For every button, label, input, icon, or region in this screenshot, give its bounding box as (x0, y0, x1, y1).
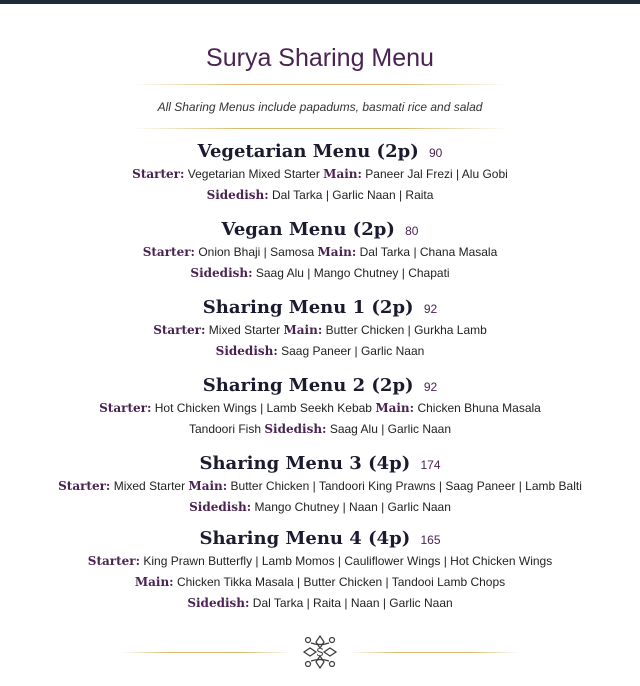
main-label: Main: (375, 401, 415, 415)
sidedish-items: Saag Paneer | Garlic Naan (281, 344, 425, 358)
main-sidedish-line (0, 419, 640, 440)
sidedish-items: Mango Chutney | Naan | Garlic Naan (254, 500, 451, 514)
main-items: Chicken Tikka Masala | Butter Chicken | Tandooi Lamb Chops (176, 575, 506, 589)
sidedish-label: Sidedish: (187, 596, 250, 610)
menu-heading (0, 219, 640, 242)
menu-name: Vegetarian Menu (2p) (197, 141, 419, 162)
sidedish-label: Sidedish: (206, 188, 269, 202)
starter-items: Onion Bhaji | Samosa (198, 245, 315, 259)
starter-items: Mixed Starter (113, 479, 186, 493)
menu-section (0, 528, 640, 614)
menu-heading (0, 453, 640, 476)
starter-main-line (0, 398, 640, 419)
menu-heading (0, 141, 640, 164)
sidedish-label: Sidedish: (189, 500, 252, 514)
footer-divider-left (120, 652, 292, 653)
sidedish-items: Dal Tarka | Raita | Naan | Garlic Naan (252, 596, 453, 610)
starter-label: Starter: (142, 245, 195, 259)
main-items: Chicken Bhuna Masala (417, 401, 541, 415)
menu-section (0, 297, 640, 362)
starter-main-line (0, 476, 640, 497)
starter-items: Hot Chicken Wings | Lamb Seekh Kebab (154, 401, 372, 415)
menu-price: 165 (420, 533, 441, 547)
top-bar (0, 0, 640, 4)
starter-main-line (0, 242, 640, 263)
starter-items: King Prawn Butterfly | Lamb Momos | Cauliflower Wings | Hot Chicken Wings (143, 554, 553, 568)
menu-heading (0, 375, 640, 398)
menu-price: 92 (423, 302, 438, 316)
main-label: Main: (323, 167, 362, 181)
sidedish-items: Dal Tarka | Garlic Naan | Raita (272, 188, 434, 202)
starter-line (0, 551, 640, 572)
sidedish-line (0, 185, 640, 206)
menu-name: Sharing Menu 2 (2p) (202, 375, 414, 396)
sidedish-label: Sidedish: (264, 422, 327, 436)
main-label: Main: (134, 575, 174, 589)
subtitle-divider (130, 128, 510, 129)
starter-label: Starter: (58, 479, 111, 493)
menu-price: 174 (420, 458, 441, 472)
main-items: Butter Chicken | Tandoori King Prawns | Saag Paneer | Lamb Balti (230, 479, 582, 493)
main-line (0, 572, 640, 593)
logo-letter: S (316, 646, 324, 659)
starter-main-line (0, 164, 640, 185)
ornament-logo-icon (302, 634, 338, 670)
starter-items: Mixed Starter (208, 323, 281, 337)
menu-section (0, 219, 640, 284)
starter-label: Starter: (153, 323, 206, 337)
menu-price: 90 (429, 146, 443, 160)
starter-label: Starter: (132, 167, 185, 181)
main-label: Main: (283, 323, 323, 337)
sidedish-line (0, 341, 640, 362)
sidedish-line (0, 497, 640, 518)
menu-name: Sharing Menu 4 (4p) (199, 528, 411, 549)
main-items-continued: Tandoori Fish (188, 422, 262, 436)
title-divider (130, 84, 510, 85)
starter-label: Starter: (99, 401, 152, 415)
sidedish-label: Sidedish: (215, 344, 278, 358)
sidedish-line (0, 593, 640, 614)
menu-heading (0, 297, 640, 320)
menu-section (0, 453, 640, 518)
main-label: Main: (188, 479, 228, 493)
sidedish-items: Saag Alu | Garlic Naan (329, 422, 452, 436)
footer-divider-right (348, 652, 520, 653)
subtitle: All Sharing Menus include papadums, basmati rice and salad (157, 100, 483, 114)
page-title: Surya Sharing Menu (206, 44, 434, 72)
menu-section (0, 141, 640, 206)
menu-name: Sharing Menu 3 (4p) (199, 453, 411, 474)
sidedish-items: Saag Alu | Mango Chutney | Chapati (255, 266, 450, 280)
menu-price: 92 (423, 380, 438, 394)
menu-price: 80 (405, 224, 419, 238)
starter-label: Starter: (87, 554, 141, 568)
menu-name: Vegan Menu (2p) (221, 219, 395, 240)
starter-items: Vegetarian Mixed Starter (187, 167, 320, 181)
main-items: Dal Tarka | Chana Masala (359, 245, 498, 259)
sidedish-line (0, 263, 640, 284)
menu-name: Sharing Menu 1 (2p) (202, 297, 414, 318)
main-items: Paneer Jal Frezi | Alu Gobi (365, 167, 508, 181)
main-items: Butter Chicken | Gurkha Lamb (325, 323, 487, 337)
menu-section (0, 375, 640, 440)
menu-heading (0, 528, 640, 551)
starter-main-line (0, 320, 640, 341)
main-label: Main: (317, 245, 357, 259)
sidedish-label: Sidedish: (190, 266, 253, 280)
